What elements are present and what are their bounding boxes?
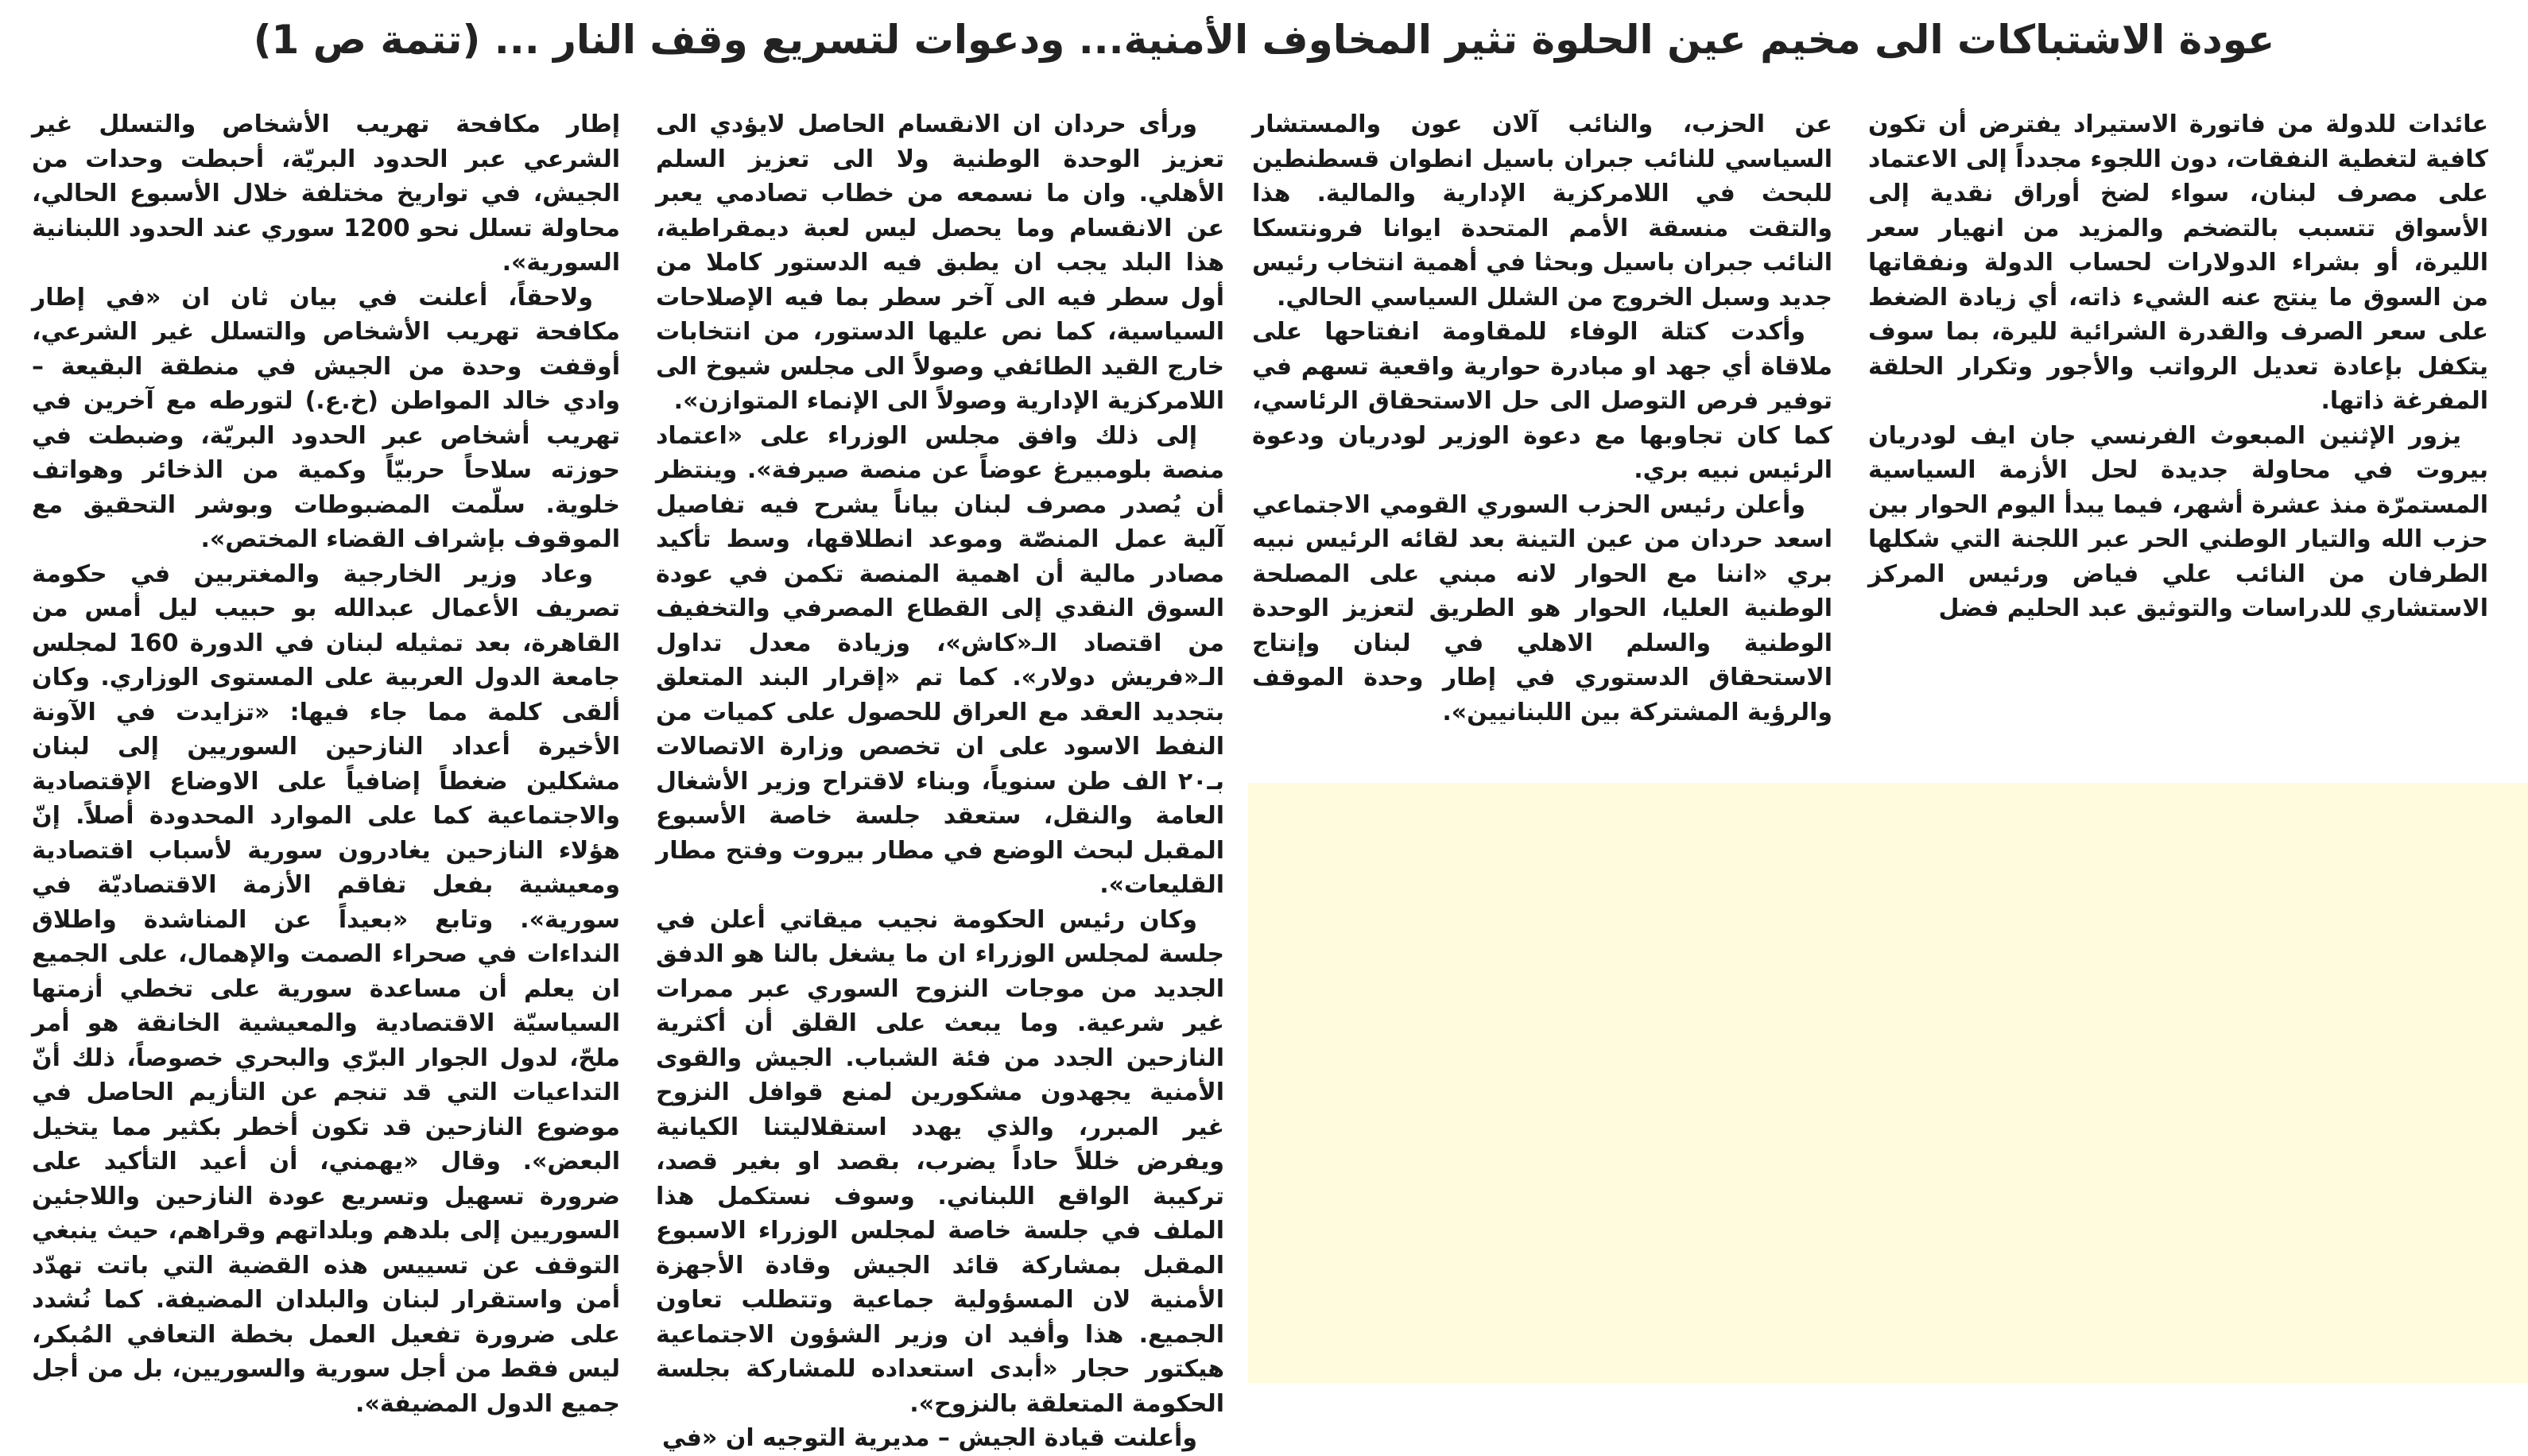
paragraph: إطار مكافحة تهريب الأشخاص والتسلل غير الشرعي عبر الحدود البريّة، أحبطت وحدات من الجيش، في تواريخ مختلفة خلال الأسبوع الحالي، محاولة تسلل نحو 1200 سوري عند الحدود اللبنانية السورية». — [32, 110, 620, 277]
paragraph: وأعلن رئيس الحزب السوري القومي الاجتماعي اسعد حردان من عين التينة بعد لقائه الرئيس نبيه بري «اننا مع الحوار لانه مبني على المصلحة الوطنية العليا، الحوار هو الطريق لتعزيز الوحدة الوطنية والسلم الاهلي في لبنان وإنتاج الاستحقاق الدستوري في إطار وحدة الموقف والرؤية المشتركة بين اللبنانيين». — [1252, 490, 1832, 726]
paragraph: وكان رئيس الحكومة نجيب ميقاتي أعلن في جلسة لمجلس الوزراء ان ما يشغل بالنا هو الدفق الجديد من موجات النزوح السوري عبر ممرات غير شرعية. وما يبعث على القلق أن أكثرية النازحين الجدد من فئة الشباب. الجيش والقوى الأمنية يجهدون مشكورين لمنع قوافل النزوح غير المبرر، والذي يهدد استقلاليتنا الكيانية ويفرض خللاً حاداً يضرب، بقصد او بغير قصد، تركيبة الواقع اللبناني. وسوف نستكمل هذا الملف في جلسة خاصة لمجلس الوزراء الاسبوع المقبل بمشاركة قائد الجيش وقادة الأجهزة الأمنية لان المسؤولية جماعية وتتطلب تعاون الجميع. هذا وأفيد ان وزير الشؤون الاجتماعية هيكتور حجار «أبدى استعداده للمشاركة بجلسة الحكومة المتعلقة بالنزوح». — [656, 905, 1224, 1418]
paragraph: ورأى حردان ان الانقسام الحاصل لايؤدي الى تعزيز الوحدة الوطنية ولا الى تعزيز السلم الأهلي. وان ما نسمعه من خطاب تصادمي يعبر عن الانقسام وما يحصل ليس لعبة ديمقراطية، هذا البلد يجب ان يطبق فيه الدستور كاملا من أول سطر فيه الى آخر سطر بما فيه الإصلاحات السياسية، كما نص عليها الدستور، من انتخابات خارج القيد الطائفي وصولاً الى مجلس شيوخ الى اللامركزية الإدارية وصولاً الى الإنماء المتوازن». — [656, 110, 1224, 415]
paragraph: ولاحقاً، أعلنت في بيان ثان ان «في إطار مكافحة تهريب الأشخاص والتسلل غير الشرعي، أوقفت وحدة من الجيش في منطقة البقيعة – وادي خالد المواطن (خ.ع.) لتورطه مع آخرين في تهريب أشخاص عبر الحدود البريّة، وضبطت في حوزته سلاحاً حربيّاً وكمية من الذخائر وهواتف خلوية. سلّمت المضبوطات وبوشر التحقيق مع الموقوف بإشراف القضاء المختص». — [32, 283, 620, 553]
article-column-1 — [1868, 107, 2488, 743]
paragraph: وعاد وزير الخارجية والمغتربين في حكومة تصريف الأعمال عبدالله بو حبيب ليل أمس من القاهرة، بعد تمثيله لبنان في الدورة 160 لمجلس جامعة الدول العربية على المستوى الوزاري. وكان ألقى كلمة مما جاء فيها: «تزايدت في الآونة الأخيرة أعداد النازحين السوريين إلى لبنان مشكلين ضغطاً إضافياً على الاوضاع الإقتصادية والاجتماعية كما على الموارد المحدودة أصلاً. إنّ هؤلاء النازحين يغادرون سورية لأسباب اقتصادية ومعيشية بفعل تفاقم الأزمة الاقتصاديّة في سورية». وتابع «بعيداً عن المناشدة واطلاق النداءات في صحراء الصمت والإهمال، على الجميع ان يعلم أن مساعدة سورية على تخطي أزمتها السياسيّة الاقتصادية والمعيشية الخانقة هو أمر ملحّ، لدول الجوار البرّي والبحري خصوصاً، ذلك أنّ التداعيات التي قد تنجم عن التأزيم الحاصل في موضوع النازحين قد تكون أخطر بكثير مما يتخيل البعض». وقال «يهمني، أن أعيد التأكيد على ضرورة تسهيل وتسريع عودة النازحين واللاجئين السوريين إلى بلدهم وبلداتهم وقراهم، حيث ينبغي التوقف عن تسييس هذه القضية التي باتت تهدّد أمن واستقرار لبنان والبلدان المضيفة. كما نُشدد على ضرورة تفعيل العمل بخطة التعافي المُبكر، ليس فقط من أجل سورية والسوريين، بل من أجل جميع الدول المضيفة». — [32, 560, 620, 1418]
article-column-3 — [656, 107, 1224, 1452]
paragraph: عائدات للدولة من فاتورة الاستيراد يفترض أن تكون كافية لتغطية النفقات، دون اللجوء مجدداً إلى الاعتماد على مصرف لبنان، سواء لضخ أوراق نقدية إلى الأسواق تتسبب بالتضخم والمزيد من انهيار سعر الليرة، أو بشراء الدولارات لحساب الدولة ونفقاتها من السوق ما ينتج عنه الشيء ذاته، أي زيادة الضغط على سعر الصرف والقدرة الشرائية لليرة، بما سوف يتكفل بإعادة تعديل الرواتب والأجور وتكرار الحلقة المفرغة ذاتها. — [1868, 110, 2488, 415]
paragraph: وأكدت كتلة الوفاء للمقاومة انفتاحها على ملاقاة أي جهد او مبادرة حوارية واقعية تسهم في توفير فرص التوصل الى حل الاستحقاق الرئاسي، كما كان تجاوبها مع دعوة الوزير لودريان ودعوة الرئيس نبيه بري. — [1252, 318, 1832, 484]
paragraph: عن الحزب، والنائب آلان عون والمستشار السياسي للنائب جبران باسيل انطوان قسطنطين للبحث في اللامركزية الإدارية والمالية. هذا والتقت منسقة الأمم المتحدة ايوانا فرونتسكا النائب جبران باسيل وبحثا في أهمية انتخاب رئيس جديد وسبل الخروج من الشلل السياسي الحالي. — [1252, 110, 1832, 312]
article-column-4 — [32, 107, 620, 1418]
page-headline: عودة الاشتباكات الى مخيم عين الحلوة تثير المخاوف الأمنية... ودعوات لتسريع وقف النار ... (تتمة ص 1) — [253, 17, 2275, 63]
paragraph: إلى ذلك وافق مجلس الوزراء على «اعتماد منصة بلومبيرغ عوضاً عن منصة صيرفة». وينتظر أن يُصدر مصرف لبنان بياناً يشرح فيه تفاصيل آلية عمل المنصّة وموعد انطلاقها، وسط تأكيد مصادر مالية أن اهمية المنصة تكمن في عودة السوق النقدي إلى القطاع المصرفي والتخفيف من اقتصاد الـ«كاش»، وزيادة معدل تداول الـ«فريش دولار». كما تم «إقرار البند المتعلق بتجديد العقد مع العراق للحصول على كميات من النفط الاسود على ان تخصص وزارة الاتصالات بـ٢٠ الف طن سنوياً، وبناء لاقتراح وزير الأشغال العامة والنقل، ستعقد جلسة خاصة الأسبوع المقبل لبحث الوضع في مطار بيروت وفتح مطار القليعات». — [656, 421, 1224, 899]
paragraph: يزور الإثنين المبعوث الفرنسي جان ايف لودريان بيروت في محاولة جديدة لحل الأزمة السياسية المستمرّة منذ عشرة أشهر، فيما يبدأ اليوم الحوار بين حزب الله والتيار الوطني الحر عبر اللجنة التي شكلها الطرفان من النائب علي فياض ورئيس المركز الاستشاري للدراسات والتوثيق عبد الحليم فضل — [1868, 421, 2488, 622]
article-column-2 — [1252, 107, 1832, 743]
paragraph: وأعلنت قيادة الجيش – مديرية التوجيه ان «في — [661, 1424, 1197, 1452]
highlight-box — [1248, 783, 2528, 1383]
